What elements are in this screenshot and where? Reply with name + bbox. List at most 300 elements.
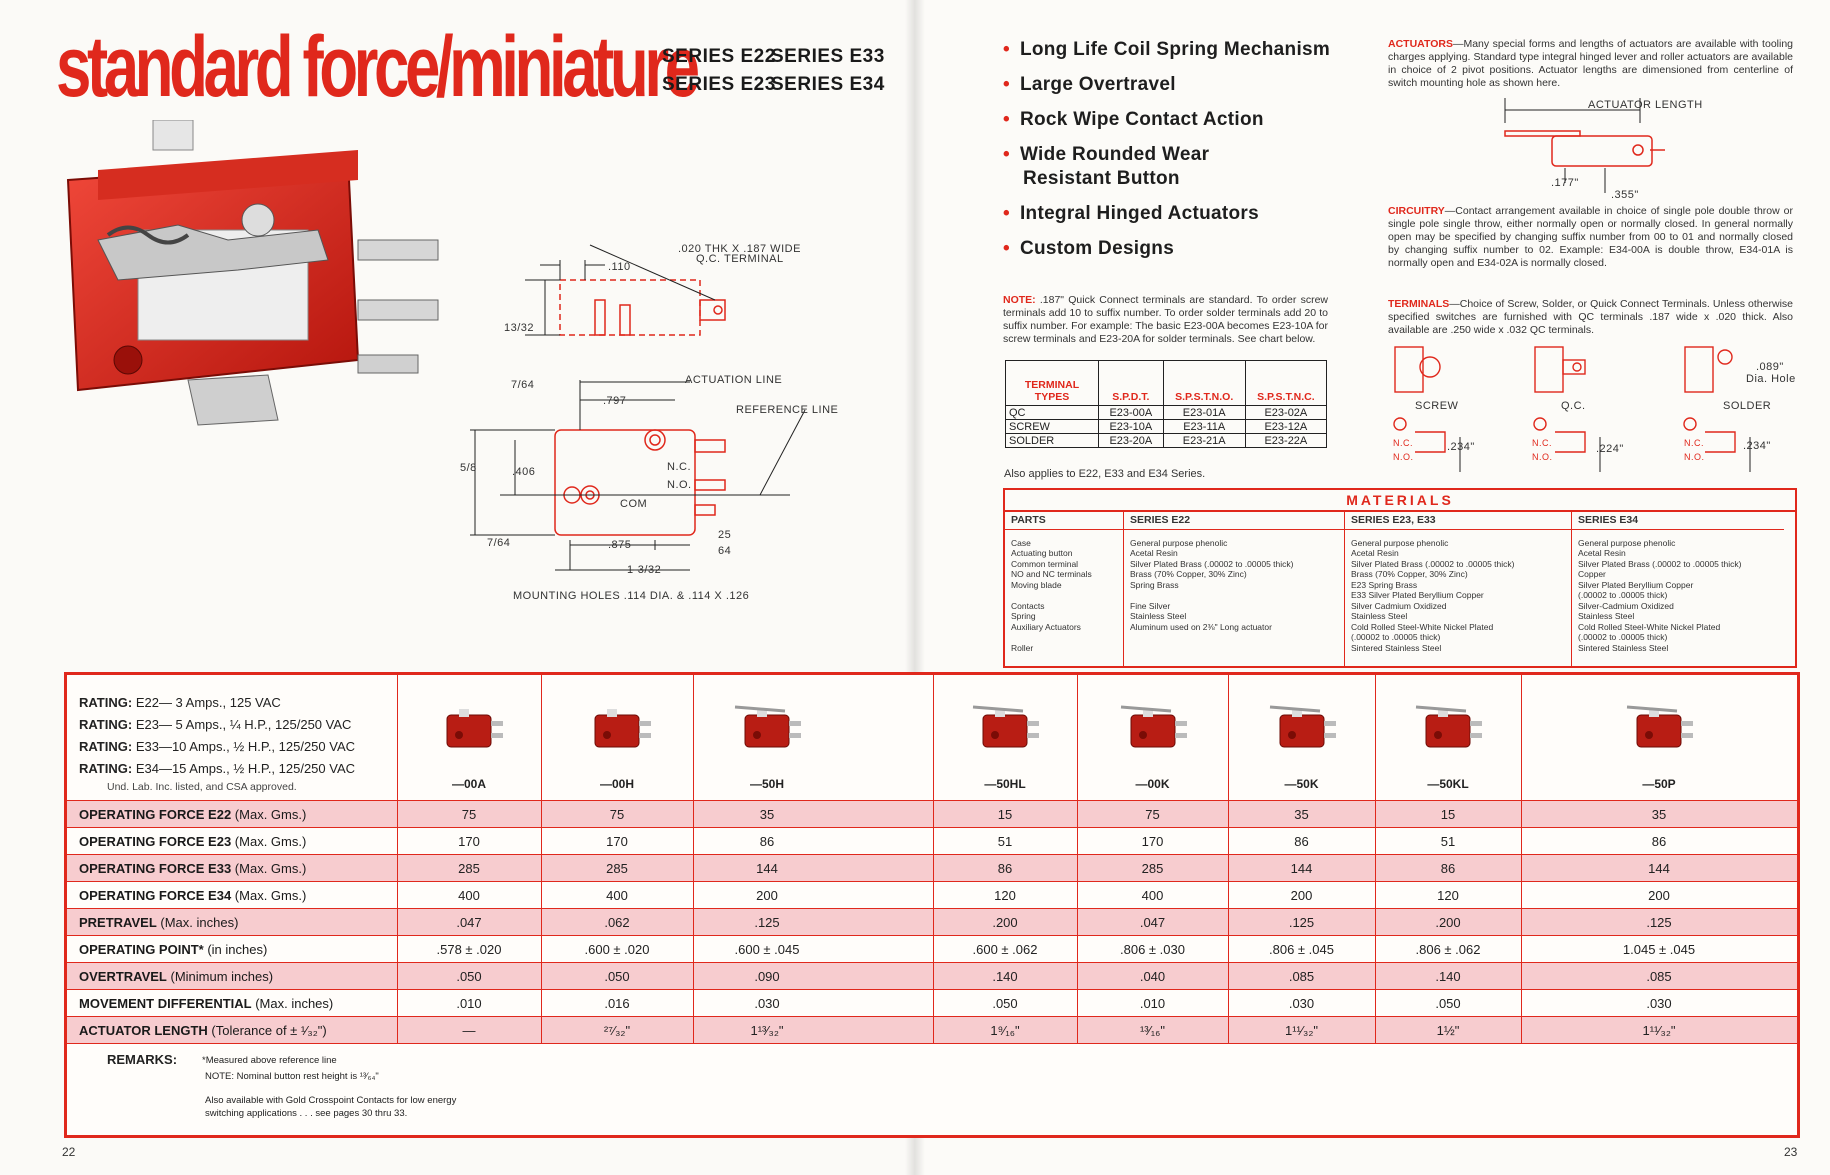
- column-divider: [1077, 936, 1078, 963]
- spec-cell: 170: [606, 834, 628, 849]
- spec-cell: .016: [604, 996, 630, 1011]
- spec-cell: .030: [1646, 996, 1672, 1011]
- spec-cell: 15: [997, 807, 1013, 822]
- table-cell: E23-20A: [1099, 434, 1164, 448]
- materials-entry: [1011, 632, 1117, 643]
- spec-cell: 86: [997, 861, 1013, 876]
- spstno-header: S.P.S.T.N.O.: [1163, 361, 1245, 406]
- spec-cell: 86: [759, 834, 775, 849]
- dim-7-64-bottom: 7/64: [487, 537, 511, 549]
- spec-cell: .200: [992, 915, 1018, 930]
- materials-header: SERIES E34: [1572, 512, 1784, 530]
- spec-cell: .010: [456, 996, 482, 1011]
- spec-row-label: OPERATING FORCE E34 (Max. Gms.): [79, 888, 307, 903]
- dim-110: .110: [608, 261, 631, 273]
- materials-entry: Stainless Steel: [1351, 611, 1408, 621]
- table-bottom-border: [67, 1043, 1797, 1044]
- spec-cell: 144: [1648, 861, 1670, 876]
- column-divider: [397, 936, 398, 963]
- column-divider: [933, 1017, 934, 1044]
- feature-list: [1003, 38, 1330, 272]
- circuitry-label: CIRCUITRY: [1388, 205, 1445, 217]
- column-divider: [693, 1017, 694, 1044]
- feature-text: Long Life Coil Spring Mechanism: [1019, 39, 1331, 60]
- specifications-table: [64, 672, 1800, 1138]
- materials-entry: Silver-Cadmium Oxidized: [1578, 600, 1674, 611]
- terminal-table-header: [1006, 361, 1327, 406]
- column-divider: [693, 801, 694, 828]
- spec-cell: 400: [1141, 888, 1164, 903]
- materials-entry: Spring Brass: [1130, 579, 1179, 590]
- materials-entry: General purpose phenolic: [1351, 537, 1449, 548]
- spec-row-label: PRETRAVEL (Max. inches): [79, 915, 239, 930]
- materials-header: SERIES E22: [1124, 512, 1344, 530]
- column-divider: [1077, 990, 1078, 1017]
- spec-cell: 1.045 ± .045: [1622, 942, 1696, 957]
- spec-cell: 170: [458, 834, 480, 849]
- column-divider: [1228, 963, 1229, 990]
- actuators-text: —Many special forms and lengths of actuators are available with tooling charges applying. Standard type integral hinged lever and roller actuators are available in choice of 2 pivot positions. Actuator lengths are dimensioned from centerline of switch mounting hole as shown here.: [1388, 38, 1793, 89]
- spec-cell: .047: [1139, 915, 1166, 930]
- materials-parts-column: [1005, 512, 1124, 666]
- spdt-header: S.P.D.T.: [1099, 361, 1164, 406]
- dim-1-3-32: 1-3/32: [627, 564, 662, 576]
- rating-text: E22— 3 Amps., 125 VAC: [132, 695, 281, 710]
- spec-cell: 15: [1440, 807, 1456, 822]
- materials-entry: Silver Cadmium Oxidized: [1351, 600, 1447, 611]
- feature-item: • Integral Hinged Actuators: [1003, 203, 1259, 224]
- nc-label: N.C.: [667, 461, 691, 473]
- column-divider: [1077, 855, 1078, 882]
- column-divider: [541, 990, 542, 1017]
- spec-cell: 75: [1145, 807, 1160, 822]
- table-row: [67, 908, 1797, 936]
- column-divider: [1521, 990, 1522, 1017]
- rating-e33: [79, 739, 355, 754]
- note-text: .187" Quick Connect terminals are standard. To order screw terminals add 10 to suffix number. To order solder terminals add 20 to suffix number. For example: The basic E23-00A becomes E23-10A for screw terminals and E23-20A for solder terminals. See chart below.: [1003, 294, 1328, 345]
- spec-cell: 51: [997, 834, 1013, 849]
- column-divider: [933, 936, 934, 963]
- spec-cell: .047: [456, 915, 482, 930]
- spec-cell: .140: [992, 969, 1018, 984]
- column-divider: [1375, 801, 1376, 828]
- spec-cell: 35: [759, 807, 775, 822]
- feature-item: • Rock Wipe Contact Action: [1003, 109, 1264, 130]
- column-divider: [1375, 963, 1376, 990]
- reference-line-label: REFERENCE LINE: [736, 404, 839, 416]
- spec-cell: .125: [754, 915, 780, 930]
- column-divider: [1077, 828, 1078, 855]
- dim-355: .355": [1611, 189, 1639, 201]
- column-divider: [397, 882, 398, 909]
- column-divider: [541, 828, 542, 855]
- switch-photo: [1113, 697, 1193, 757]
- switch-cutaway-illustration: [58, 120, 498, 440]
- terminals-label: TERMINALS: [1388, 298, 1450, 310]
- column-divider: [541, 801, 542, 828]
- materials-header: PARTS: [1005, 512, 1123, 530]
- spec-cell: 200: [1648, 888, 1670, 903]
- table-row: [1006, 420, 1327, 434]
- spec-cell: .062: [604, 915, 630, 930]
- circuitry-text: —Contact arrangement available in choice of single pole double throw or single pole single throw, either normally open or normally closed. In general normally open may be specified by changing suffix number from 00 to 01 and normally closed by changing suffix number to 02. Example: E34-00A is double throw, E34-01A is normally open and E34-02A is normally closed.: [1388, 205, 1793, 269]
- spec-cell: 1¹³⁄₃₂": [750, 1023, 784, 1038]
- spec-row-label: OPERATING FORCE E22 (Max. Gms.): [79, 807, 307, 822]
- column-divider: [1521, 882, 1522, 909]
- series-e34: SERIES E34: [771, 74, 885, 95]
- spec-cell: .010: [1139, 996, 1166, 1011]
- materials-entry: Brass (70% Copper, 30% Zinc): [1130, 569, 1247, 579]
- model-label: —50K: [1284, 777, 1319, 791]
- spec-cell: .125: [1288, 915, 1315, 930]
- dim-13-32: 13/32: [504, 322, 535, 334]
- materials-entry: (.00002 to .00005 thick): [1578, 590, 1668, 600]
- column-divider: [1077, 801, 1078, 828]
- actuation-line-label: ACTUATION LINE: [685, 374, 783, 386]
- materials-entry: Brass (70% Copper, 30% Zinc): [1351, 569, 1468, 579]
- materials-entry: Case: [1011, 537, 1031, 548]
- qc-note-2: Q.C. TERMINAL: [696, 253, 784, 265]
- materials-entry: Fine Silver: [1130, 600, 1171, 611]
- column-divider: [1521, 936, 1522, 963]
- table-row: [67, 962, 1797, 990]
- spec-cell: 285: [606, 861, 628, 876]
- spec-cell: 400: [458, 888, 480, 903]
- table-row: [67, 854, 1797, 882]
- spec-cell: 285: [1141, 861, 1164, 876]
- page-number-right: 23: [1784, 1145, 1798, 1159]
- feature-text: Rock Wipe Contact Action: [1019, 109, 1264, 130]
- dim-797: .797: [603, 395, 627, 407]
- hole-dim: .089": [1756, 361, 1784, 373]
- materials-entry: Moving blade: [1011, 579, 1062, 590]
- spec-cell: .040: [1139, 969, 1166, 984]
- spec-cell: .090: [754, 969, 780, 984]
- model-label: —50H: [749, 777, 784, 791]
- column-divider: [541, 1017, 542, 1044]
- column-divider: [1228, 909, 1229, 936]
- table-cell: E23-01A: [1163, 406, 1245, 420]
- remarks-label: REMARKS:: [107, 1052, 178, 1067]
- column-divider: [1077, 1017, 1078, 1044]
- dim-177: .177": [1551, 177, 1579, 189]
- model-label: —50HL: [984, 777, 1026, 791]
- column-divider: [1375, 882, 1376, 909]
- column-divider: [1077, 963, 1078, 990]
- spec-cell: .806 ± .062: [1415, 942, 1481, 957]
- actuator-length-label: ACTUATOR LENGTH: [1588, 99, 1703, 111]
- dim-5-8: 5/8: [460, 462, 477, 474]
- column-divider: [397, 963, 398, 990]
- table-cell: E23-02A: [1245, 406, 1326, 420]
- column-divider: [933, 801, 934, 828]
- column-divider: [933, 882, 934, 909]
- rating-e23: [79, 717, 351, 732]
- spec-cell: .806 ± .030: [1120, 942, 1185, 957]
- actuators-label: ACTUATORS: [1388, 38, 1453, 50]
- materials-entry: Aluminum used on 2⅜" Long actuator: [1130, 621, 1272, 632]
- column-divider: [693, 936, 694, 963]
- spec-row-label: MOVEMENT DIFFERENTIAL (Max. inches): [79, 996, 334, 1011]
- column-divider: [541, 963, 542, 990]
- spec-cell: 35: [1294, 807, 1309, 822]
- materials-entry: E23 Spring Brass: [1351, 579, 1418, 590]
- rating-label: RATING:: [79, 761, 133, 776]
- page-number-left: 22: [62, 1145, 76, 1159]
- rating-label: RATING:: [79, 739, 133, 754]
- spec-cell: .030: [754, 996, 780, 1011]
- switch-photo: [1262, 697, 1342, 757]
- materials-entry: Acetal Resin: [1351, 548, 1399, 558]
- terminal-type: QC: [1006, 406, 1099, 420]
- materials-entry: Silver Plated Brass (.00002 to .00005 thick): [1351, 558, 1515, 569]
- spec-cell: 86: [1440, 861, 1456, 876]
- actuator-length-diagram: [1500, 98, 1680, 198]
- column-divider: [1521, 963, 1522, 990]
- table-row: [67, 1016, 1797, 1044]
- materials-entry: Silver Plated Beryllium Copper: [1578, 579, 1694, 590]
- actuators-paragraph: [1388, 38, 1793, 90]
- column-divider: [933, 828, 934, 855]
- spec-cell: 75: [609, 807, 625, 822]
- materials-entry: Common terminal: [1011, 558, 1079, 569]
- table-cell: E23-12A: [1245, 420, 1326, 434]
- mounting-holes-label: MOUNTING HOLES .114 DIA. & .114 X .126: [513, 590, 750, 602]
- table-row: [1006, 406, 1327, 420]
- feature-item: • Long Life Coil Spring Mechanism: [1003, 39, 1331, 60]
- qc-note-1: .020 THK X .187 WIDE: [678, 243, 801, 255]
- spec-cell: .140: [1435, 969, 1461, 984]
- spec-row-label: OPERATING FORCE E23 (Max. Gms.): [79, 834, 307, 849]
- dim-234-solder: .234": [1743, 440, 1771, 452]
- note-paragraph: [1003, 294, 1328, 346]
- column-divider: [541, 855, 542, 882]
- column-divider: [1521, 1017, 1522, 1044]
- spec-cell: 120: [994, 888, 1016, 903]
- materials-entry: Sintered Stainless Steel: [1351, 642, 1442, 653]
- table-cell: E23-10A: [1099, 420, 1164, 434]
- column-divider: [1521, 828, 1522, 855]
- spec-cell: .600 ± .045: [734, 942, 800, 957]
- terminals-paragraph: [1388, 298, 1793, 337]
- table-row: [67, 827, 1797, 855]
- feature-item: • Large Overtravel: [1003, 74, 1176, 95]
- column-divider: [693, 963, 694, 990]
- terminal-table-footnote: Also applies to E22, E33 and E34 Series.: [1004, 468, 1206, 480]
- solder-nc: N.C.: [1684, 438, 1704, 448]
- spec-cell: ²⁷⁄₃₂": [603, 1023, 631, 1038]
- column-divider: [541, 909, 542, 936]
- column-divider: [693, 882, 694, 909]
- spec-cell: 1¹¹⁄₃₂": [1642, 1023, 1676, 1038]
- spec-cell: 200: [1290, 888, 1313, 903]
- materials-entry: Cold Rolled Steel-White Nickel Plated: [1578, 621, 1721, 632]
- terminal-drawings: [1385, 342, 1795, 482]
- switch-photo: [1619, 697, 1699, 757]
- table-row: [67, 935, 1797, 963]
- table-row: [67, 881, 1797, 909]
- spec-cell: .806 ± .045: [1269, 942, 1334, 957]
- model-label: —50KL: [1427, 777, 1469, 791]
- spec-cell: .085: [1646, 969, 1672, 984]
- materials-entry: Spring: [1011, 611, 1036, 621]
- spec-cell: .030: [1288, 996, 1315, 1011]
- column-divider: [933, 855, 934, 882]
- column-divider: [397, 828, 398, 855]
- column-divider: [397, 801, 398, 828]
- materials-entry: Actuating button: [1011, 548, 1073, 558]
- spec-cell: .200: [1435, 915, 1461, 930]
- remarks-line-4: switching applications . . . see pages 30 thru 33.: [205, 1108, 408, 1119]
- model-label: —00K: [1135, 777, 1170, 791]
- materials-e34-column: [1572, 512, 1784, 666]
- spec-cell: 1¹¹⁄₃₂": [1284, 1023, 1318, 1038]
- model-label: —50P: [1642, 777, 1676, 791]
- dim-224-qc: .224": [1596, 443, 1624, 455]
- feature-text: Custom Designs: [1019, 238, 1175, 259]
- column-divider: [1228, 855, 1229, 882]
- materials-entry: Silver Plated Brass (.00002 to .00005 thick): [1578, 558, 1742, 569]
- table-cell: E23-21A: [1163, 434, 1245, 448]
- no-label: N.O.: [667, 479, 692, 491]
- rating-label: RATING:: [79, 695, 133, 710]
- spec-cell: .050: [1435, 996, 1461, 1011]
- materials-entry: Sintered Stainless Steel: [1578, 642, 1669, 653]
- spec-cell: 144: [756, 861, 778, 876]
- terminal-type: SCREW: [1006, 420, 1099, 434]
- spec-cell: ¹³⁄₁₆": [1139, 1023, 1166, 1038]
- rating-e22: [79, 695, 281, 710]
- materials-entry: Stainless Steel: [1130, 611, 1187, 621]
- materials-entry: Acetal Resin: [1578, 548, 1626, 558]
- materials-entry: Contacts: [1011, 600, 1045, 611]
- spec-cell: 285: [458, 861, 480, 876]
- column-divider: [933, 909, 934, 936]
- column-divider: [1375, 1017, 1376, 1044]
- remarks-line-1: *Measured above reference line: [202, 1055, 337, 1066]
- column-divider: [541, 882, 542, 909]
- spec-row-label: OPERATING FORCE E33 (Max. Gms.): [79, 861, 307, 876]
- switch-photo: [1408, 697, 1488, 757]
- column-divider: [1228, 882, 1229, 909]
- feature-text: Wide Rounded Wear Resistant Button: [1019, 144, 1210, 189]
- materials-title: MATERIALS: [1005, 490, 1795, 512]
- terminal-types-header: TERMINAL TYPES: [1006, 361, 1099, 406]
- column-divider: [1077, 882, 1078, 909]
- spec-row-label: ACTUATOR LENGTH (Tolerance of ± ¹⁄₃₂"): [79, 1023, 327, 1038]
- spec-cell: 1⁹⁄₁₆": [990, 1023, 1020, 1038]
- series-e23: SERIES E23: [662, 74, 776, 95]
- circuitry-paragraph: [1388, 205, 1793, 270]
- materials-entry: Cold Rolled Steel-White Nickel Plated: [1351, 621, 1494, 632]
- rating-e34: [79, 761, 355, 776]
- dim-64: 64: [718, 545, 732, 557]
- spec-cell: .578 ± .020: [436, 942, 502, 957]
- screw-label: SCREW: [1415, 400, 1459, 412]
- dim-25: 25: [718, 529, 732, 541]
- column-divider: [693, 990, 694, 1017]
- materials-e23-column: [1345, 512, 1572, 666]
- switch-photo: [577, 697, 657, 757]
- column-divider: [1521, 909, 1522, 936]
- feature-text: Large Overtravel: [1019, 74, 1176, 95]
- materials-entry: [1130, 590, 1338, 601]
- column-divider: [1375, 909, 1376, 936]
- table-cell: E23-22A: [1245, 434, 1326, 448]
- column-divider: [397, 855, 398, 882]
- column-divider: [1375, 990, 1376, 1017]
- dim-406: .406: [512, 466, 536, 478]
- spec-cell: 86: [1294, 834, 1309, 849]
- spec-cell: 51: [1440, 834, 1456, 849]
- spec-row-label: OVERTRAVEL (Minimum inches): [79, 969, 274, 984]
- feature-text: Integral Hinged Actuators: [1019, 203, 1259, 224]
- spec-cell: 1½": [1436, 1023, 1460, 1038]
- column-divider: [1228, 801, 1229, 828]
- column-divider: [397, 909, 398, 936]
- materials-entry: Auxiliary Actuators: [1011, 621, 1081, 632]
- materials-header: SERIES E23, E33: [1345, 512, 1571, 530]
- spec-cell: 170: [1141, 834, 1164, 849]
- column-divider: [933, 963, 934, 990]
- rating-text: E33—10 Amps., ½ H.P., 125/250 VAC: [132, 739, 356, 754]
- materials-entry: Acetal Resin: [1130, 548, 1178, 558]
- materials-entry: E33 Silver Plated Beryllium Copper: [1351, 590, 1484, 600]
- terminals-text: —Choice of Screw, Solder, or Quick Connect Terminals. Unless otherwise specified switches are furnished with QC terminals .187 wide x .020 thick. Also available are .250 wide x .032 QC terminals.: [1388, 298, 1793, 336]
- materials-entry: General purpose phenolic: [1578, 537, 1676, 548]
- feature-item: • Custom Designs: [1003, 238, 1175, 259]
- remarks-line-3: Also available with Gold Crosspoint Contacts for low energy: [205, 1095, 457, 1106]
- model-label: —00A: [451, 777, 486, 791]
- spec-cell: .050: [456, 969, 482, 984]
- table-cell: E23-00A: [1099, 406, 1164, 420]
- column-divider: [693, 828, 694, 855]
- spec-cell: 35: [1651, 807, 1667, 822]
- hole-label: Dia. Hole: [1746, 373, 1796, 385]
- materials-entry: NO and NC terminals: [1011, 569, 1092, 579]
- materials-table: [1003, 488, 1797, 668]
- column-divider: [1375, 855, 1376, 882]
- column-divider: [1521, 801, 1522, 828]
- column-divider: [397, 1017, 398, 1044]
- spec-cell: —: [462, 1023, 476, 1038]
- model-label: —00H: [599, 777, 634, 791]
- column-divider: [397, 990, 398, 1017]
- table-cell: E23-11A: [1163, 420, 1245, 434]
- qc-no: N.O.: [1532, 452, 1553, 462]
- spec-cell: .125: [1646, 915, 1672, 930]
- spstnc-header: S.P.S.T.N.C.: [1245, 361, 1326, 406]
- column-divider: [1375, 936, 1376, 963]
- column-divider: [1228, 828, 1229, 855]
- qc-label: Q.C.: [1561, 400, 1586, 412]
- spec-cell: 144: [1290, 861, 1313, 876]
- dim-875: .875: [608, 539, 632, 551]
- spec-cell: .085: [1288, 969, 1315, 984]
- series-e33: SERIES E33: [771, 46, 885, 67]
- remarks-line-2: NOTE: Nominal button rest height is ¹³⁄₆₄": [205, 1071, 379, 1082]
- column-divider: [541, 936, 542, 963]
- column-divider: [1077, 909, 1078, 936]
- screw-no: N.O.: [1393, 452, 1414, 462]
- materials-entry: Silver Plated Brass (.00002 to .00005 thick): [1130, 558, 1294, 569]
- column-divider: [1228, 936, 1229, 963]
- materials-entry: (.00002 to .00005 thick): [1578, 632, 1668, 642]
- materials-e22-column: [1124, 512, 1345, 666]
- rating-label: RATING:: [79, 717, 133, 732]
- column-divider: [933, 990, 934, 1017]
- switch-photo: [429, 697, 509, 757]
